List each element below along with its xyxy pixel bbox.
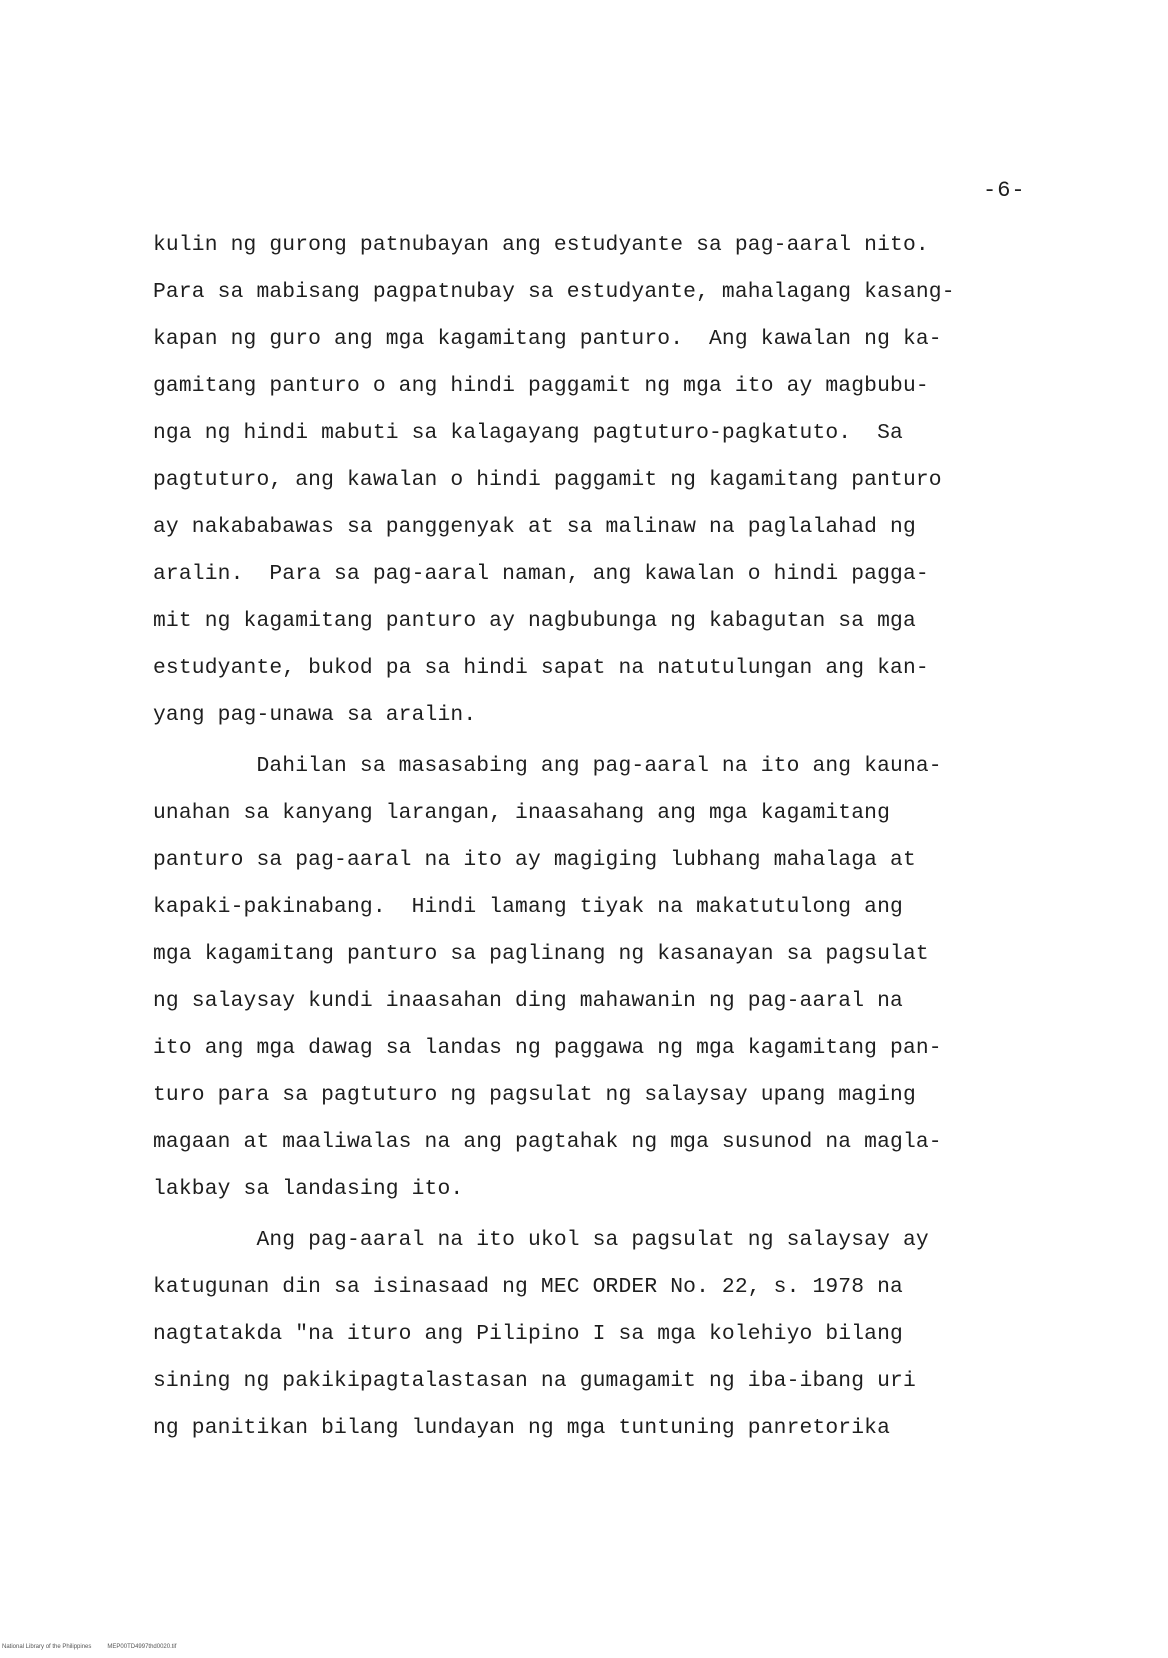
text-line: panturo sa pag-aaral na ito ay magiging lubhang mahalaga at <box>153 848 916 872</box>
text-line: mit ng kagamitang panturo ay nagbubunga ng kabagutan sa mga <box>153 609 916 633</box>
text-line: magaan at maaliwalas na ang pagtahak ng mga susunod na magla- <box>153 1130 942 1154</box>
paragraph <box>153 743 1033 1213</box>
text-line: Para sa mabisang pagpatnubay sa estudyante, mahalagang kasang- <box>153 280 955 304</box>
text-line: sining ng pakikipagtalastasan na gumagamit ng iba-ibang uri <box>153 1369 916 1393</box>
text-line: lakbay sa landasing ito. <box>153 1177 464 1201</box>
text-line: yang pag-unawa sa aralin. <box>153 703 477 727</box>
text-line: katugunan din sa isinasaad ng MEC ORDER No. 22, s. 1978 na <box>153 1275 903 1299</box>
text-line: kapan ng guro ang mga kagamitang panturo. Ang kawalan ng ka- <box>153 327 942 351</box>
text-line: Ang pag-aaral na ito ukol sa pagsulat ng salaysay ay <box>153 1228 929 1252</box>
text-line: aralin. Para sa pag-aaral naman, ang kawalan o hindi pagga- <box>153 562 929 586</box>
footer-library: National Library of the Philippines <box>2 1644 92 1650</box>
text-line: ng panitikan bilang lundayan ng mga tuntuning panretorika <box>153 1416 891 1440</box>
scan-footer <box>2 1644 192 1650</box>
text-line: ay nakababawas sa panggenyak at sa malinaw na paglalahad ng <box>153 515 916 539</box>
text-line: ito ang mga dawag sa landas ng paggawa ng mga kagamitang pan- <box>153 1036 942 1060</box>
text-line: kapaki-pakinabang. Hindi lamang tiyak na makatutulong ang <box>153 895 903 919</box>
text-line: ng salaysay kundi inaasahan ding mahawanin ng pag-aaral na <box>153 989 903 1013</box>
text-line: gamitang panturo o ang hindi paggamit ng mga ito ay magbubu- <box>153 374 929 398</box>
paragraph <box>153 1217 1033 1452</box>
document-body <box>153 222 1033 1452</box>
text-line: estudyante, bukod pa sa hindi sapat na natutulungan ang kan- <box>153 656 929 680</box>
page-number: -6- <box>983 178 1026 203</box>
footer-filename: MEP00TD4997thd0020.tif <box>107 1644 177 1650</box>
text-line: pagtuturo, ang kawalan o hindi paggamit ng kagamitang panturo <box>153 468 942 492</box>
text-line: nagtatakda "na ituro ang Pilipino I sa mga kolehiyo bilang <box>153 1322 903 1346</box>
paragraph <box>153 222 1033 739</box>
text-line: unahan sa kanyang larangan, inaasahang ang mga kagamitang <box>153 801 891 825</box>
text-line: Dahilan sa masasabing ang pag-aaral na ito ang kauna- <box>153 754 942 778</box>
text-line: kulin ng gurong patnubayan ang estudyante sa pag-aaral nito. <box>153 233 929 257</box>
text-line: mga kagamitang panturo sa paglinang ng kasanayan sa pagsulat <box>153 942 929 966</box>
text-line: turo para sa pagtuturo ng pagsulat ng salaysay upang maging <box>153 1083 916 1107</box>
text-line: nga ng hindi mabuti sa kalagayang pagtuturo-pagkatuto. Sa <box>153 421 903 445</box>
